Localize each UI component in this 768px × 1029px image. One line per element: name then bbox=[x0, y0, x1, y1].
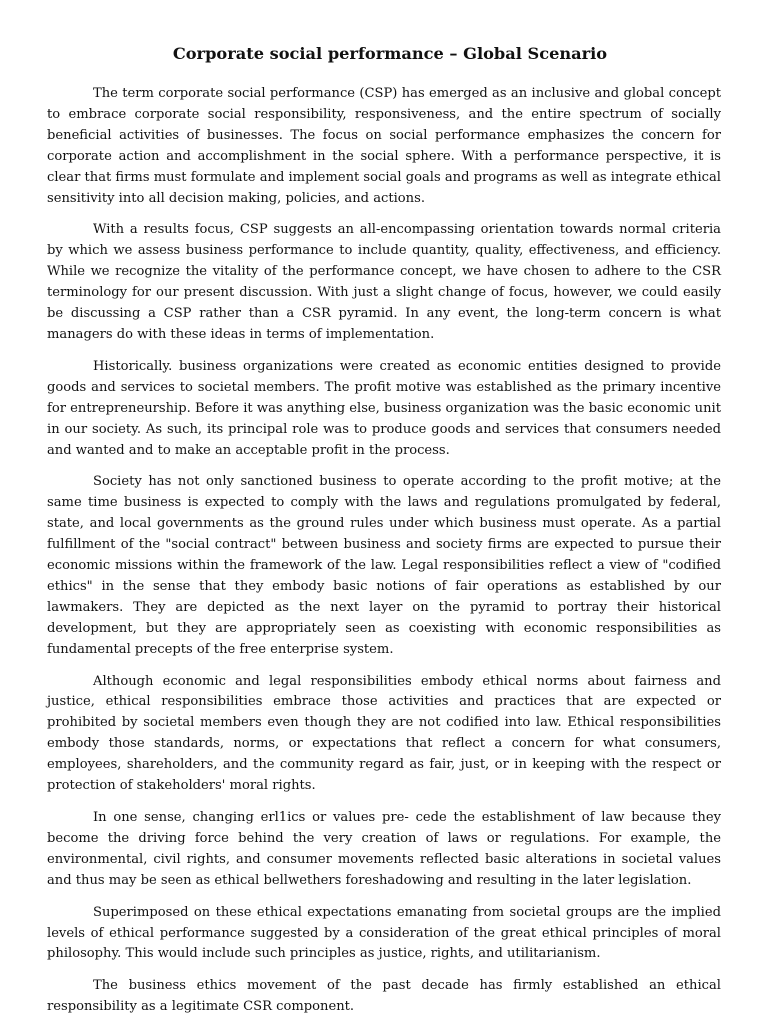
paragraph-3: Historically. business organizations were created as economic entities designed to provide goods and services to societal members. The profit motive was established as the primary incentive for entrepreneurship. Before it was anything else, business organization was the basic economic unit in our society. As such, its principal role was to produce goods and services that consumers needed and wanted and to make an acceptable profit in the process. bbox=[47, 358, 721, 458]
paragraph-8: The business ethics movement of the past decade has firmly established an ethical responsibility as a legitimate CSR component. bbox=[47, 978, 721, 1015]
paragraph-7: Superimposed on these ethical expectations emanating from societal groups are the implied levels of ethical performance suggested by a consideration of the great ethical principles of moral philosophy. This would include such principles as justice, rights, and utilitarianism. bbox=[47, 904, 721, 962]
paragraph-1: The term corporate social performance (CSP) has emerged as an inclusive and global concept to embrace corporate social responsibility, responsiveness, and the entire spectrum of socially beneficial activities of businesses. The focus on social performance emphasizes the concern for corporate action and accomplishment in the social sphere. With a performance perspective, it is clear that firms must formulate and implement social goals and programs as well as integrate ethical sensitivity into all decision making, policies, and actions. bbox=[47, 86, 721, 206]
document-page bbox=[47, 44, 721, 1029]
paragraph-2: With a results focus, CSP suggests an all-encompassing orientation towards normal criteria by which we assess business performance to include quantity, quality, effectiveness, and efficiency. While we recognize the vitality of the performance concept, we have chosen to adhere to the CSR terminology for our present discussion. With just a slight change of focus, however, we could easily be discussing a CSP rather than a CSR pyramid. In any event, the long-term concern is what managers do with these ideas in terms of implementation. bbox=[47, 222, 721, 342]
paragraph-6: In one sense, changing erl1ics or values pre- cede the establishment of law because they become the driving force behind the very creation of laws or regulations. For example, the environmental, civil rights, and consumer movements reflected basic alterations in societal values and thus may be seen as ethical bellwethers foreshadowing and resulting in the later legislation. bbox=[47, 810, 721, 888]
document-title: Corporate social performance – Global Scenario bbox=[172, 44, 608, 63]
paragraph-4: Society has not only sanctioned business to operate according to the profit motive; at the same time business is expected to comply with the laws and regulations promulgated by federal, state, and local governments as the ground rules under which business must operate. As a partial fulfillment of the "social contract" between business and society firms are expected to pursue their economic missions within the framework of the law. Legal responsibilities reflect a view of "codified ethics" in the sense that they embody basic notions of fair operations as established by our lawmakers. They are depicted as the next layer on the pyramid to portray their historical development, but they are appropriately seen as coexisting with economic responsibilities as fundamental precepts of the free enterprise system. bbox=[47, 474, 721, 657]
paragraph-5: Although economic and legal responsibilities embody ethical norms about fairness and justice, ethical responsibilities embrace those activities and practices that are expected or prohibited by societal members even though they are not codified into law. Ethical responsibilities embody those standards, norms, or expectations that reflect a concern for what consumers, employees, shareholders, and the community regard as fair, just, or in keeping with the respect or protection of stakeholders' moral rights. bbox=[47, 673, 721, 794]
